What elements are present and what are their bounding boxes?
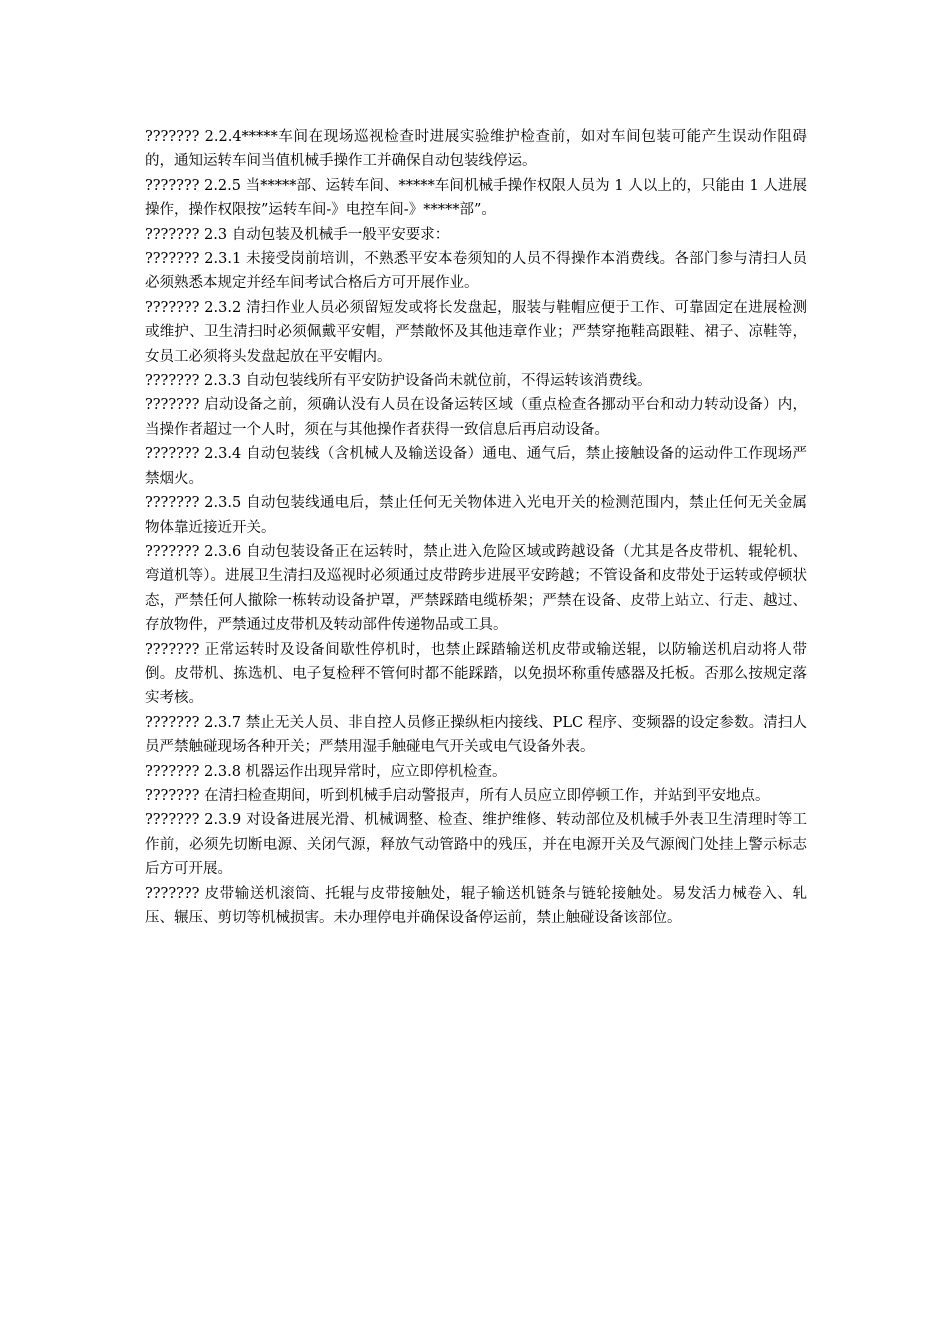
document-body bbox=[145, 125, 807, 930]
paragraph-2-3-2: ??????? 2.3.2 清扫作业人员必须留短发或将长发盘起，服装与鞋帽应便于工作、可靠固定在进展检测或维护、卫生清扫时必须佩戴平安帽，严禁敞怀及其他违章作业；严禁穿拖鞋高跟鞋、裙子、凉鞋等，女员工必须将头发盘起放在平安帽内。 bbox=[145, 299, 807, 365]
paragraph-2-3-7: ??????? 2.3.7 禁止无关人员、非自控人员修正操纵柜内接线、PLC 程序、变频器的设定参数。清扫人员严禁触碰现场各种开关；严禁用湿手触碰电气开关或电气设备外表。 bbox=[145, 714, 807, 756]
section-heading-2-3: ??????? 2.3 自动包装及机械手一般平安要求： bbox=[145, 226, 450, 243]
paragraph-2-3-5: ??????? 2.3.5 自动包装线通电后，禁止任何无关物体进入光电开关的检测范围内，禁止任何无关金属物体靠近接近开关。 bbox=[145, 495, 807, 536]
paragraph-2-2-5: ??????? 2.2.5 当*****部、运转车间、*****车间机械手操作权限人员为 1 人以上的，只能由 1 人进展操作，操作权限按”运转车间-》电控车间-》*****部”。 bbox=[145, 177, 807, 219]
paragraph-startup-check: ??????? 启动设备之前，须确认没有人员在设备运转区域（重点检查各挪动平台和动力转动设备）内，当操作者超过一个人时，须在与其他操作者获得一致信息后再启动设备。 bbox=[145, 397, 807, 438]
paragraph-normal-operation: ??????? 正常运转时及设备间歇性停机时，也禁止踩踏输送机皮带或输送辊，以防输送机启动将人带倒。皮带机、拣选机、电子复检秤不管何时都不能踩踏，以免损坏称重传感器及托板。否那么按规定落实考核。 bbox=[145, 641, 807, 707]
paragraph-conveyor-hazard: ??????? 皮带输送机滚筒、托辊与皮带接触处，辊子输送机链条与链轮接触处。易发活力械卷入、轧压、辗压、剪切等机械损害。未办理停电并确保设备停运前，禁止触碰设备该部位。 bbox=[145, 885, 807, 926]
paragraph-alarm: ??????? 在清扫检查期间，听到机械手启动警报声，所有人员应立即停顿工作，并站到平安地点。 bbox=[145, 787, 770, 804]
paragraph-2-2-4: ??????? 2.2.4*****车间在现场巡视检查时进展实验维护检查前，如对车间包装可能产生误动作阻碍的，通知运转车间当值机械手操作工并确保自动包装线停运。 bbox=[145, 129, 807, 170]
paragraph-2-3-1: ??????? 2.3.1 未接受岗前培训，不熟悉平安本卷须知的人员不得操作本消费线。各部门参与清扫人员必须熟悉本规定并经车间考试合格后方可开展作业。 bbox=[145, 251, 807, 292]
paragraph-2-3-9: ??????? 2.3.9 对设备进展光滑、机械调整、检查、维护维修、转动部位及机械手外表卫生清理时等工作前，必须先切断电源、关闭气源，释放气动管路中的残压，并在电源开关及气源阀门处挂上警示标志后方可开展。 bbox=[145, 812, 807, 878]
paragraph-2-3-8: ??????? 2.3.8 机器运作出现异常时，应立即停机检查。 bbox=[145, 763, 507, 780]
paragraph-2-3-4: ??????? 2.3.4 自动包装线（含机械人及输送设备）通电、通气后，禁止接触设备的运动件工作现场严禁烟火。 bbox=[145, 446, 807, 487]
paragraph-2-3-6: ??????? 2.3.6 自动包装设备正在运转时，禁止进入危险区域或跨越设备（尤其是各皮带机、辊轮机、弯道机等）。进展卫生清扫及巡视时必须通过皮带跨步进展平安跨越；不管设备和皮带处于运转或停顿状态，严禁任何人撤除一栋转动设备护罩，严禁踩踏电缆桥架；严禁在设备、皮带上站立、行走、越过、存放物件，严禁通过皮带机及转动部件传递物品或工具。 bbox=[145, 543, 807, 634]
paragraph-2-3-3: ??????? 2.3.3 自动包装线所有平安防护设备尚未就位前，不得运转该消费线。 bbox=[145, 373, 652, 390]
